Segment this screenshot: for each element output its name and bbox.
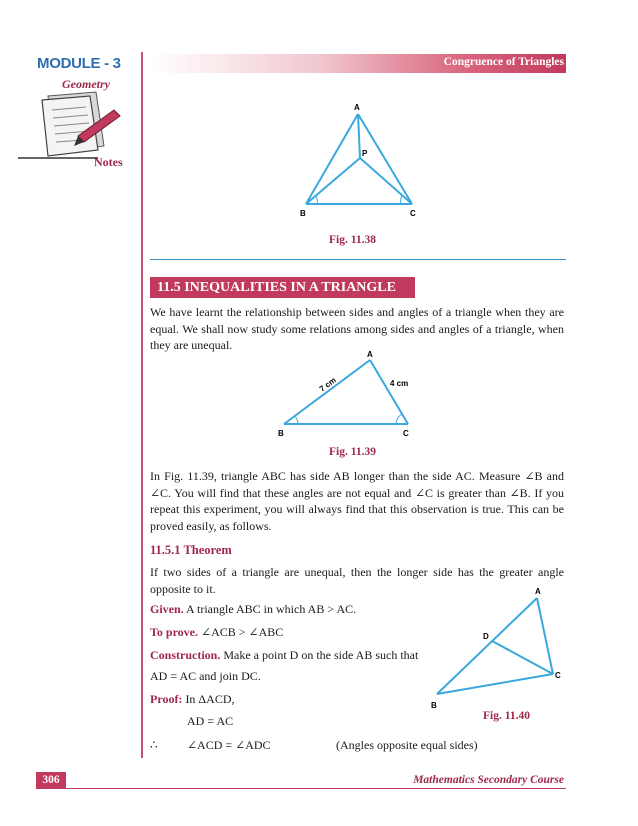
fig-11-39-caption: Fig. 11.39 xyxy=(329,446,376,458)
label-p: P xyxy=(362,149,368,158)
to-prove-text: ∠ACB > ∠ABC xyxy=(201,625,284,639)
label-c: C xyxy=(403,429,409,438)
side-ab xyxy=(306,114,358,204)
proof-line xyxy=(150,692,235,707)
notes-label: Notes xyxy=(94,155,123,169)
construction-line xyxy=(150,648,418,663)
therefore-symbol: ∴ xyxy=(150,738,158,752)
proof-text: In ΔACD, xyxy=(185,692,235,706)
proof-equation-2: ∠ACD = ∠ADC xyxy=(187,738,271,752)
side-ac xyxy=(358,114,412,204)
fig-11-38-caption: Fig. 11.38 xyxy=(329,234,376,246)
subject-label: Geometry xyxy=(62,77,110,91)
book-title: Mathematics Secondary Course xyxy=(413,774,564,786)
label-d: D xyxy=(483,632,489,641)
figure-11-40 xyxy=(425,582,570,712)
construction-label: Construction. xyxy=(150,648,221,662)
side-ab xyxy=(284,360,370,424)
chapter-title: Congruence of Triangles xyxy=(443,56,564,68)
section-rule xyxy=(150,259,566,260)
segment-bp xyxy=(306,158,360,204)
page-number: 306 xyxy=(36,772,66,789)
segment-cp xyxy=(360,158,412,204)
proof-label: Proof: xyxy=(150,692,183,706)
side-ac xyxy=(370,360,408,424)
to-prove-label: To prove. xyxy=(150,625,199,639)
observation-paragraph: In Fig. 11.39, triangle ABC has side AB longer than the side AC. Measure ∠B and ∠C. You will find that these angles are not equal and ∠C is greater than ∠B. If you repeat this experiment, you will always find that this observation is true. This can be proved easily, as follows. xyxy=(150,469,564,533)
label-ac-length: 4 cm xyxy=(390,379,409,388)
label-a: A xyxy=(535,587,541,596)
construction-continued: AD = AC and join DC. xyxy=(150,669,261,683)
label-c: C xyxy=(410,209,416,218)
figure-11-38 xyxy=(290,100,430,222)
construction-text: Make a point D on the side AB such that xyxy=(223,648,419,662)
label-ab-length: 7 cm xyxy=(317,375,338,394)
proof-equation-1: AD = AC xyxy=(187,714,234,728)
given-line xyxy=(150,602,356,617)
margin-divider xyxy=(141,52,143,758)
section-heading: 11.5 INEQUALITIES IN A TRIANGLE xyxy=(150,277,415,298)
label-a: A xyxy=(367,350,373,359)
label-a: A xyxy=(354,103,360,112)
side-ac xyxy=(537,598,553,674)
notes-illustration-icon xyxy=(18,88,128,160)
proof-reason: (Angles opposite equal sides) xyxy=(336,738,478,752)
theorem-statement: If two sides of a triangle are unequal, then the longer side has the greater angle opposite to it. xyxy=(150,565,564,596)
module-label: MODULE - 3 xyxy=(37,55,121,72)
label-b: B xyxy=(300,209,306,218)
label-b: B xyxy=(431,701,437,710)
fig-11-40-caption: Fig. 11.40 xyxy=(483,710,530,722)
given-text: A triangle ABC in which AB > AC. xyxy=(186,602,357,616)
theorem-heading: 11.5.1 Theorem xyxy=(150,543,232,557)
intro-paragraph: We have learnt the relationship between sides and angles of a triangle when they are equal. We shall now study some relations among sides and angles of a triangle, when they are unequal. xyxy=(150,305,564,352)
to-prove-line xyxy=(150,625,283,640)
label-c: C xyxy=(555,671,561,680)
footer-rule xyxy=(66,788,566,789)
label-b: B xyxy=(278,429,284,438)
segment-ap xyxy=(358,114,360,158)
given-label: Given. xyxy=(150,602,184,616)
segment-dc xyxy=(492,641,553,674)
figure-11-39 xyxy=(270,346,430,440)
